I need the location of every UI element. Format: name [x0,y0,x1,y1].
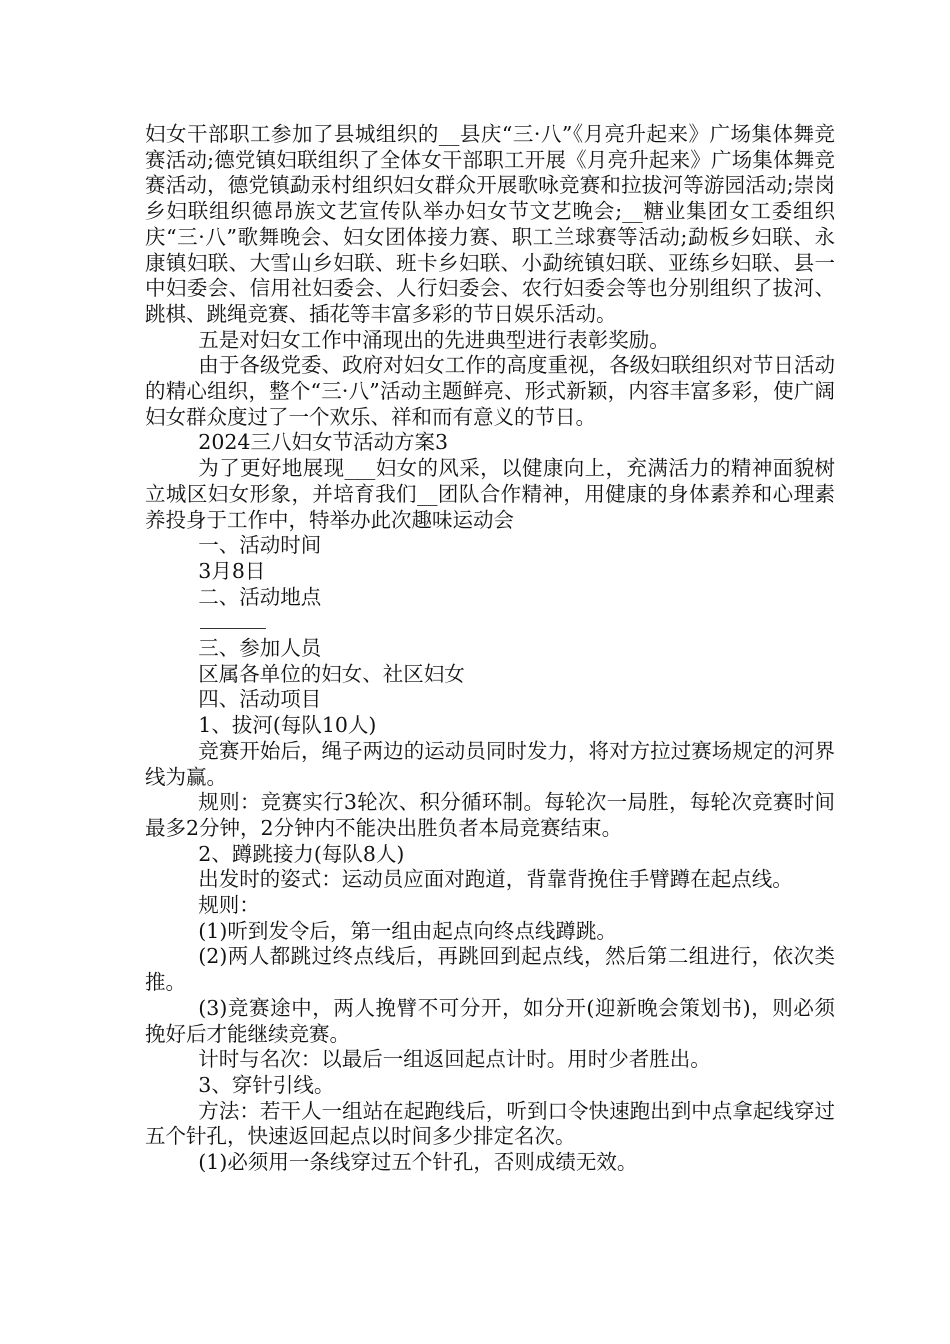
squat-jump-rule-3: (3)竞赛途中，两人挽臂不可分开，如分开(迎新晚会策划书)，则必须挽好后才能继续竞赛。 [145,995,835,1046]
item-tug-of-war: 1、拔河(每队10人) [198,713,377,738]
squat-jump-start-posture: 出发时的姿式：运动员应面对跑道，背靠背挽住手臂蹲在起点线。 [198,867,793,892]
tug-of-war-rules: 规则：竞赛实行3轮次、积分循环制。每轮次一局胜，每轮次竞赛时间最多2分钟，2分钟内不能决出胜负者本局竞赛结束。 [145,790,835,840]
location-blank-line [200,610,835,636]
paragraph-intro: 为了更好地展现___妇女的风采，以健康向上，充满活力的精神面貌树立城区妇女形象，并培育我们__团队合作精神，用健康的身体素养和心理素养投身于工作中，特举办此次趣味运动会 [145,456,835,532]
heading-activity-items: 四、活动项目 [198,687,322,712]
tug-of-war-description: 竞赛开始后，绳子两边的运动员同时发力，将对方拉过赛场规定的河界线为赢。 [145,738,835,789]
document-body [145,122,835,1176]
squat-jump-rule-2: (2)两人都跳过终点线后，再跳回到起点线，然后第二组进行，依次类推。 [145,944,835,995]
participants-text: 区属各单位的妇女、社区妇女 [198,661,465,686]
item-threading-needle: 3、穿针引线。 [198,1073,335,1097]
section-title: 2024三八妇女节活动方案3 [198,430,449,455]
heading-activity-location: 二、活动地点 [198,584,322,609]
squat-jump-rule-1: (1)听到发令后，第一组由起点向终点线蹲跳。 [198,918,617,943]
heading-activity-time: 一、活动时间 [198,533,322,558]
heading-participants: 三、参加人员 [198,636,322,661]
paragraph-point-five: 五是对妇女工作中涌现出的先进典型进行表彰奖励。 [198,327,670,352]
squat-jump-timing: 计时与名次：以最后一组返回起点计时。用时少者胜出。 [198,1047,711,1072]
threading-rule-1: (1)必须用一条线穿过五个针孔，否则成绩无效。 [198,1150,638,1175]
paragraph-summary: 由于各级党委、政府对妇女工作的高度重视，各级妇联组织对节日活动的精心组织，整个“三·八”活动主题鲜亮、形式新颖，内容丰富多彩，使广阔妇女群众度过了一个欢乐、祥和而有意义的节日。 [145,353,835,429]
paragraph-women-activities: 妇女干部职工参加了县城组织的__县庆“三·八”《月亮升起来》广场集体舞竞赛活动;德党镇妇联组织了全体女干部职工开展《月亮升起来》广场集体舞竞赛活动，德党镇勐汞村组织妇女群众开展歌咏竞赛和拉拔河等游园活动;崇岗乡妇联组织德昂族文艺宣传队举办妇女节文艺晚会;__糖业集团女工委组织庆“三·八”歌舞晚会、妇女团体接力赛、职工兰球赛等活动;勐板乡妇联、永康镇妇联、大雪山乡妇联、班卡乡妇联、小勐统镇妇联、亚练乡妇联、县一中妇委会、信用社妇委会、人行妇委会、农行妇委会等也分别组织了拔河、跳棋、跳绳竞赛、插花等丰富多彩的节日娱乐活动。 [145,122,835,326]
activity-date: 3月8日 [198,558,266,583]
threading-method: 方法：若干人一组站在起跑线后，听到口令快速跑出到中点拿起线穿过五个针孔，快速返回起点以时间多少排定名次。 [145,1098,835,1149]
item-squat-jump-relay: 2、蹲跳接力(每队8人) [198,841,405,866]
squat-jump-rules-heading: 规则： [198,893,260,918]
